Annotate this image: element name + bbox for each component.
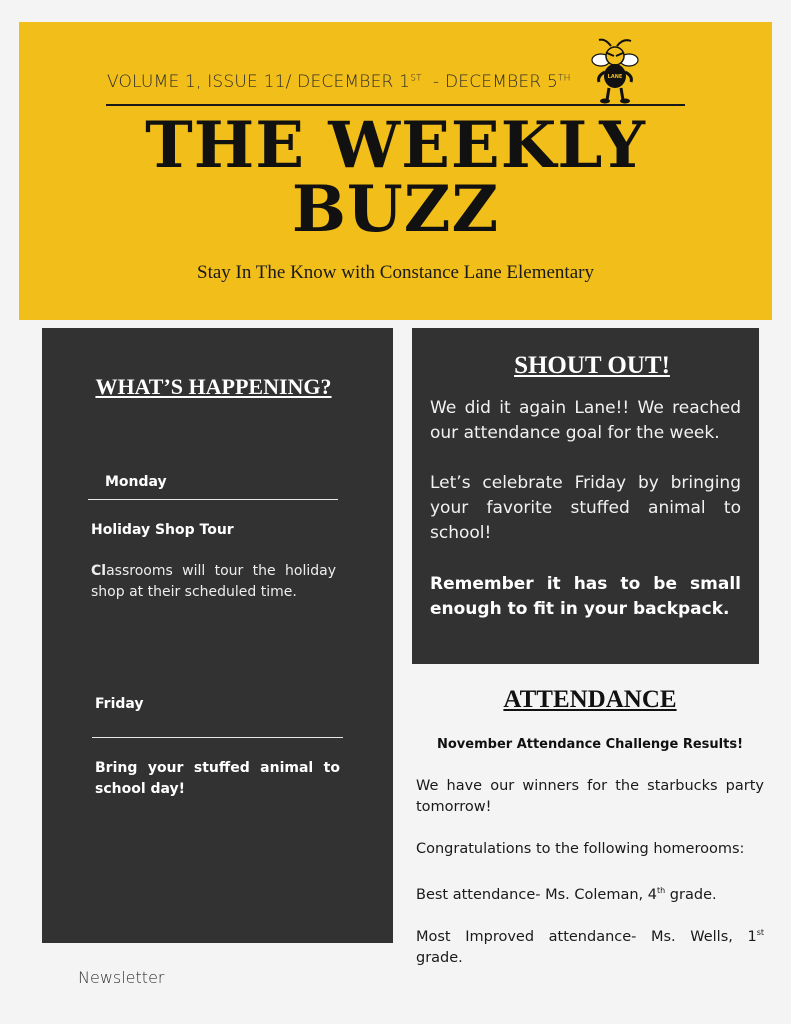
most-improved-suffix: grade. bbox=[416, 949, 463, 966]
monday-label: Monday bbox=[105, 474, 167, 490]
monday-event-text-rest: assrooms will tour the holiday shop at their scheduled time. bbox=[91, 563, 336, 600]
monday-event-text-bold: Cl bbox=[91, 563, 107, 579]
masthead-divider bbox=[106, 104, 685, 106]
attendance-paragraph-2: Congratulations to the following homerooms: bbox=[416, 841, 745, 857]
mascot-label: LANE bbox=[607, 74, 623, 80]
attendance-subheading: November Attendance Challenge Results! bbox=[436, 737, 743, 752]
shout-out-paragraph-1: We did it again Lane!! We reached our attendance goal for the week. bbox=[430, 398, 741, 443]
most-improved-line bbox=[416, 922, 764, 969]
issue-mid: - DECEMBER 5 bbox=[421, 72, 558, 92]
best-attendance-sup: th bbox=[656, 886, 666, 895]
issue-sup-th: TH bbox=[557, 73, 571, 84]
best-attendance-line bbox=[416, 880, 764, 906]
best-attendance-suffix: grade. bbox=[665, 886, 717, 903]
shout-out-heading: SHOUT OUT! bbox=[514, 352, 670, 379]
whats-happening-panel bbox=[42, 328, 393, 943]
friday-divider bbox=[92, 737, 343, 738]
best-attendance-prefix: Best attendance- Ms. Coleman, 4 bbox=[416, 886, 657, 903]
monday-event-text bbox=[91, 561, 336, 603]
most-improved-sup: st bbox=[756, 928, 764, 937]
monday-event-title: Holiday Shop Tour bbox=[91, 522, 234, 538]
issue-sup-st: ST bbox=[410, 73, 422, 84]
attendance-heading: ATTENDANCE bbox=[503, 686, 677, 713]
attendance-paragraph-1: We have our winners for the starbucks party tomorrow! bbox=[416, 778, 764, 815]
newsletter-title bbox=[19, 108, 772, 247]
yellowjacket-mascot-icon bbox=[589, 36, 639, 106]
monday-divider bbox=[88, 499, 338, 500]
whats-happening-heading: WHAT’S HAPPENING? bbox=[95, 374, 332, 399]
masthead bbox=[19, 22, 772, 320]
issue-prefix: VOLUME 1, ISSUE 11/ DECEMBER 1 bbox=[107, 72, 411, 92]
title-line-1: THE WEEKLY bbox=[145, 108, 646, 183]
most-improved-prefix: Most Improved attendance- Ms. Wells, 1 bbox=[416, 928, 757, 945]
issue-info bbox=[107, 72, 571, 92]
friday-label: Friday bbox=[95, 696, 144, 712]
friday-event-text: Bring your stuffed animal to school day! bbox=[95, 760, 340, 797]
shout-out-paragraph-3: Remember it has to be small enough to fit in your backpack. bbox=[430, 574, 741, 619]
title-line-2: BUZZ bbox=[291, 172, 500, 247]
shout-out-panel bbox=[412, 328, 759, 664]
shout-out-paragraph-2: Let’s celebrate Friday by bringing your favorite stuffed animal to school! bbox=[430, 473, 741, 543]
tagline: Stay In The Know with Constance Lane Elementary bbox=[197, 262, 594, 283]
footer-label: Newsletter bbox=[78, 968, 165, 987]
